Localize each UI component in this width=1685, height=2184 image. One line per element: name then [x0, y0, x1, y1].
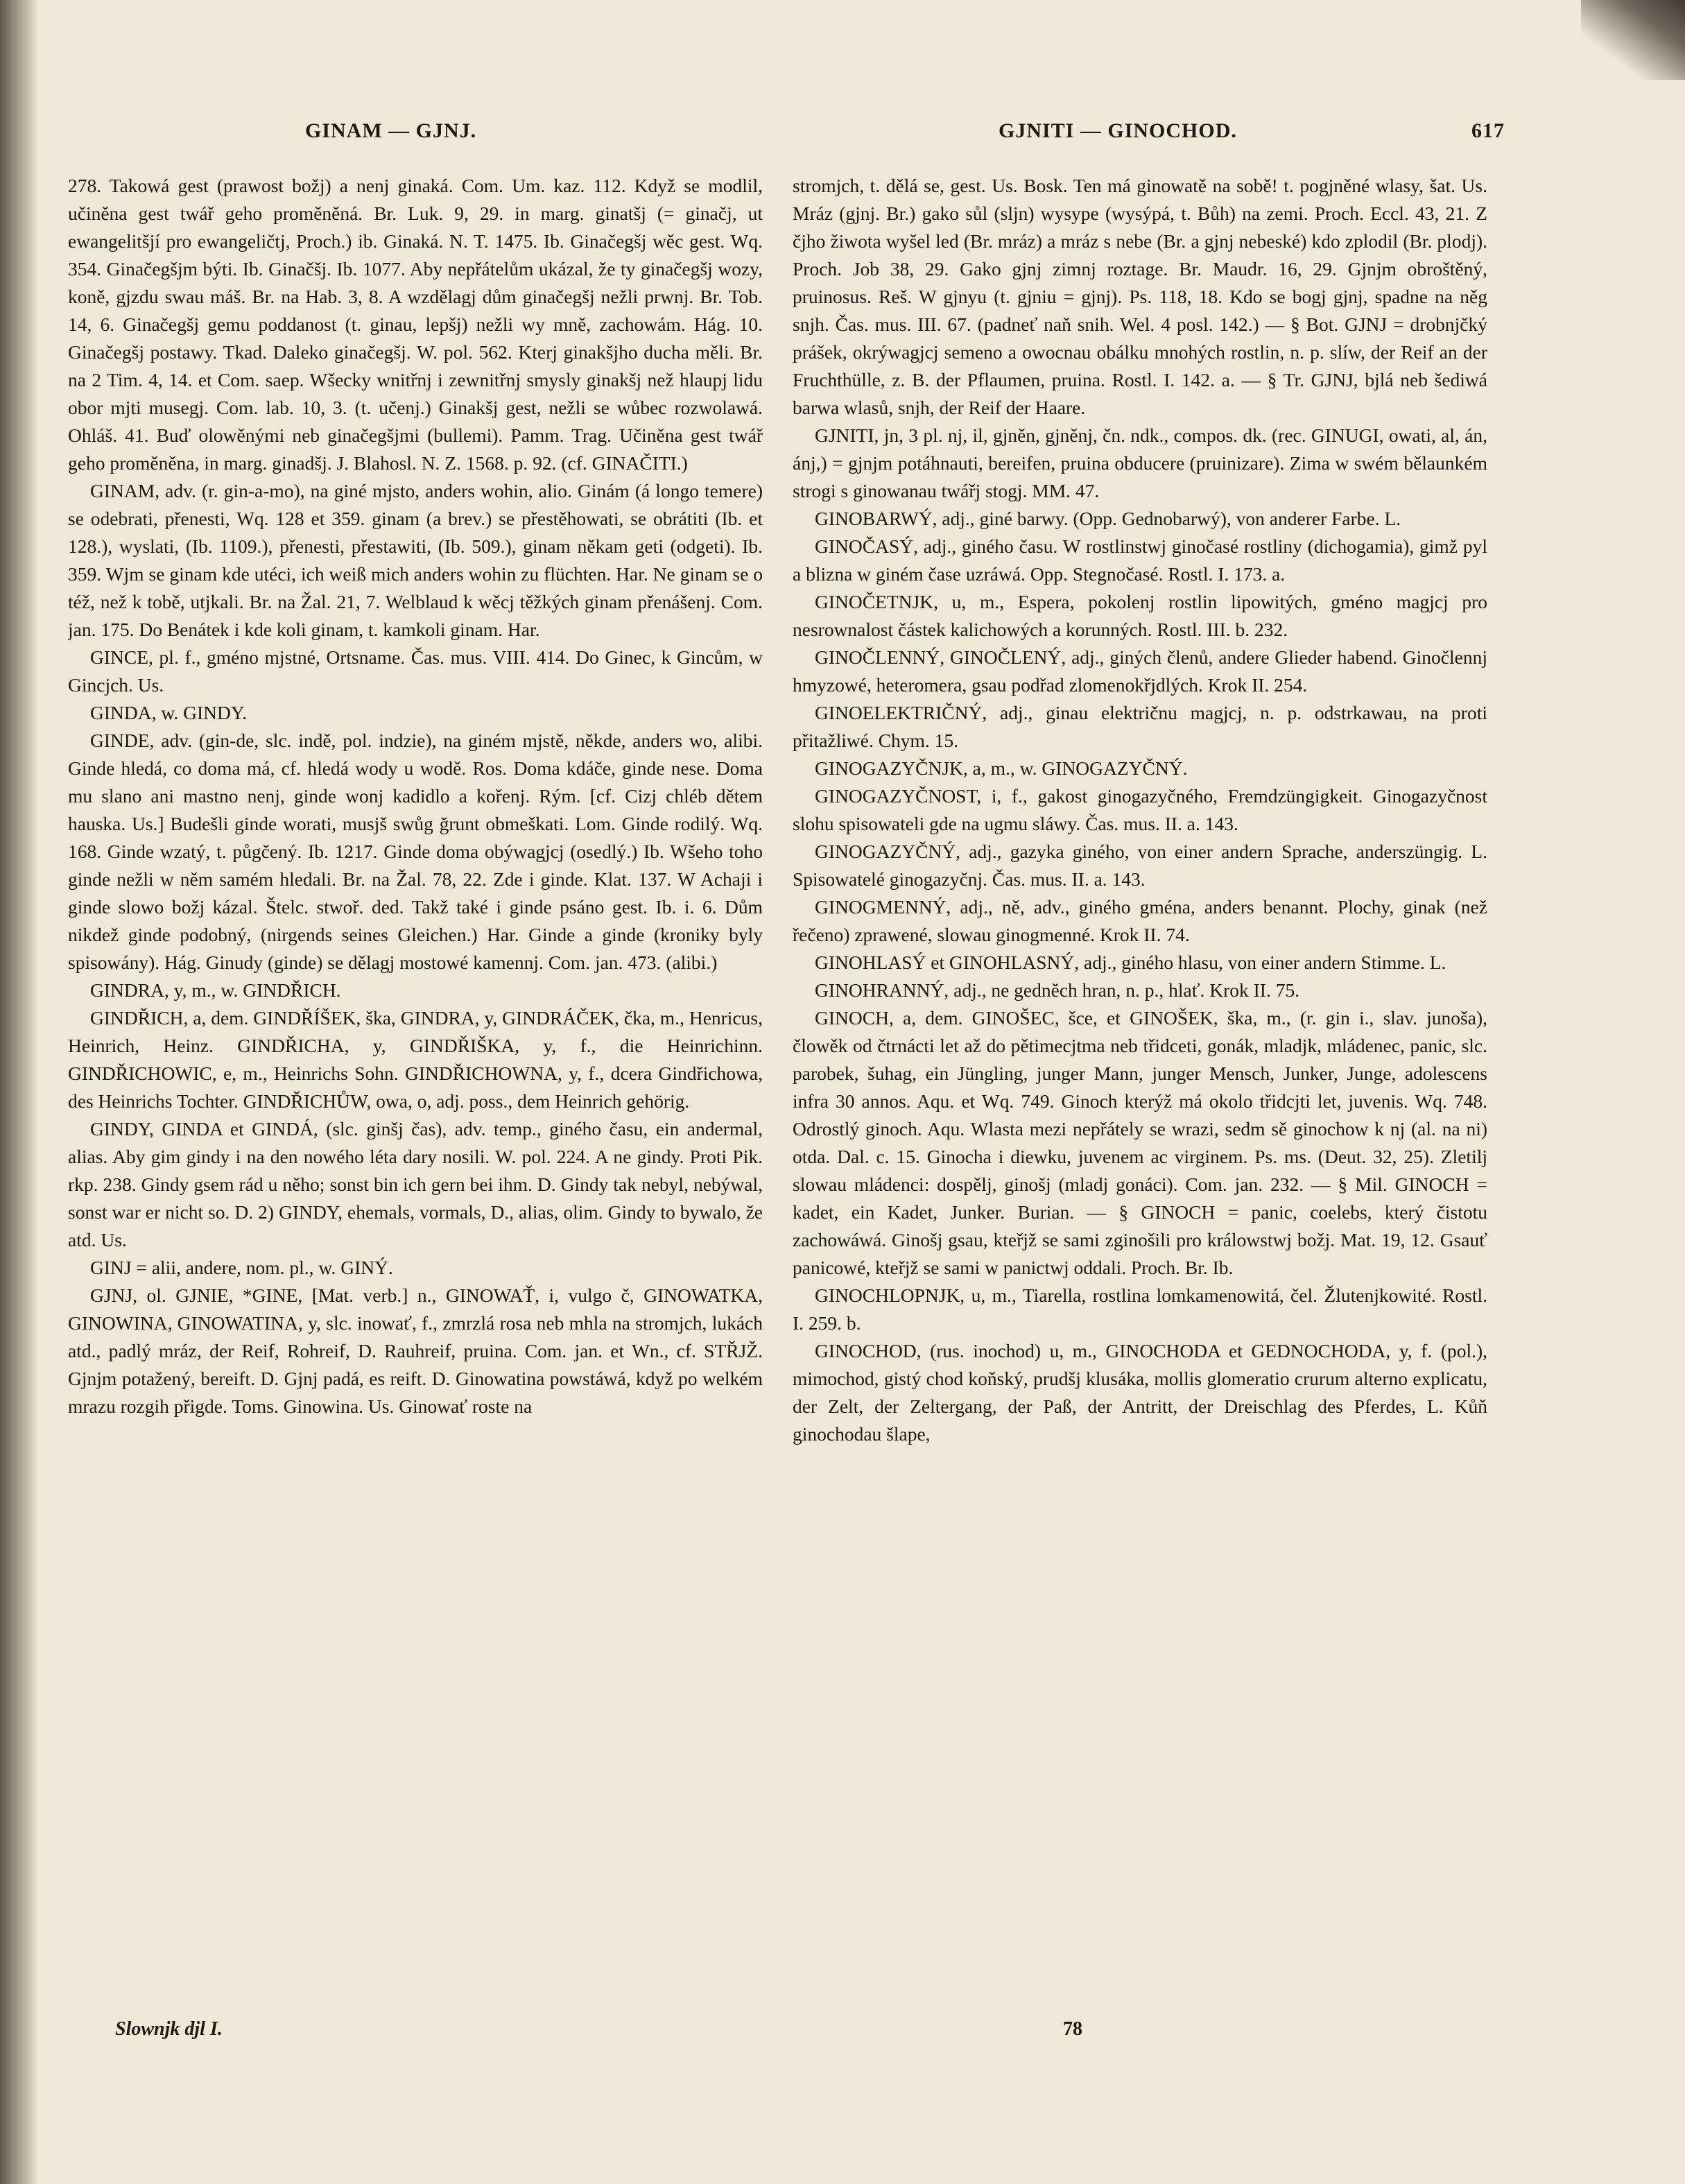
entry-ginde: GINDE, adv. (gin-de, slc. indě, pol. indzie), na giném mjstě, někde, anders wo, alibi. Ginde hledá, co doma má, cf. hledá wody u wodě. Ros. Doma kdáče, ginde nese. Doma mu slano ani mastno nenj, ginde wonj kadidlo a kořenj. Rým. [cf. Cizj chléb dětem hauska. Us.] Budešli ginde worati, musjš swůg ğrunt obmeškati. Lom. Ginde rodilý. Wq. 168. Ginde wzatý, t. půgčený. Ib. 1217. Ginde doma obýwagjcj (osedlý.) Ib. Wšeho toho ginde nežli w něm samém hledali. Br. na Žal. 78, 22. Zde i ginde. Klat. 137. W Achaji i ginde slowo božj kázal. Štelc. stwoř. ded. Takž také i ginde psáno gest. Ib. i. 6. Dům nikdež ginde podobný, (nirgends seines Gleichen.) Har. Ginde a ginde (kroniky byly spisowány). Hág. Ginudy (ginde) se dělagj mostowé kamennj. Com. jan. 473. (alibi.): [68, 730, 763, 973]
entry-ginoclenny: GINOČLENNÝ, GINOČLENÝ, adj., giných členů, andere Glieder habend. Ginočlennj hmyzowé, heteromera, gsau podřad zlomenokřjdlých. Krok II. 254.: [793, 646, 1487, 696]
entry-ginochlopnjk: GINOCHLOPNJK, u, m., Tiarella, rostlina lomkamenowitá, čel. Žlutenjkowité. Rostl. I. 259. b.: [793, 1284, 1487, 1334]
entry-ginochod: GINOCHOD, (rus. inochod) u, m., GINOCHODA et GEDNOCHODA, y, f. (pol.), mimochod, gistý chod koňský, prudšj klusáka, mollis glomeratio crurum alterno explicatu, der Zelt, der Zeltergang, der Paß, der Antritt, der Dreischlag des Pferdes, L. Kůň ginochodau šlape,: [793, 1340, 1487, 1445]
entry-gince: GINCE, pl. f., gméno mjstné, Ortsname. Čas. mus. VIII. 414. Do Ginec, k Gincům, w Gincjch. Us.: [68, 646, 763, 696]
entry-ginoch: GINOCH, a, dem. GINOŠEC, šce, et GINOŠEK, ška, m., (r. gin i., slav. junoša), člowěk od čtrnácti let až do pětimecjtma neb třidceti, gonák, mladjk, mládenec, panic, slc. parobek, šuhag, ein Jüngling, junger Mann, junger Mensch, Junker, Junge, adolescens infra 30 annos. Aqu. et Wq. 749. Ginoch kterýž má okolo třidcjti let, juvenis. Wq. 748. Odrostlý ginoch. Aqu. Wlasta mezi nepřátely se wrazi, sedm sě ginochow k nj (al. na ni) otda. Dal. c. 15. Ginocha i diewku, juvenem ac virginem. Ps. ms. (Deut. 32, 25). Zletilj slowau mládenci: dospělj, ginošj (mladj gonáci). Com. jan. 232. — § Mil. GINOCH = kadet, ein Kadet, Junker. Burian. — § GINOCH = panic, coelebs, který čistotu zachowáwá. Ginošj gsau, kteřjž se sami zginošili pro králowstwj božj. Mat. 19, 12. Gsauť panicowé, kteřjž se sami w panictwj oddali. Proch. Br. Ib.: [793, 1007, 1487, 1278]
entry-gjnj: GJNJ, ol. GJNIE, *GINE, [Mat. verb.] n., GINOWAŤ, i, vulgo č, GINOWATKA, GINOWINA, GINOWATINA, y, slc. inowať, f., zmrzlá rosa neb mhla na stromjch, lukách atd., padlý mráz, der Reif, Rohreif, D. Rauhreif, pruina. Com. jan. et Wn., cf. STŘJŽ. Gjnjm potažený, bereift. D. Gjnj padá, es reift. D. Ginowatina powstáwá, když po welkém mrazu rozgih přigde. Toms. Ginowina. Us. Ginowať roste na: [68, 1284, 763, 1417]
running-header-left: GINAM — GJNJ.: [305, 119, 477, 142]
entry-ginocetnjk: GINOČETNJK, u, m., Espera, pokolenj rostlin lipowitých, gméno magjcj pro nesrownalost částek kalichowých a korunných. Rostl. III. b. 232.: [793, 591, 1487, 640]
entry-ginohranny: GINOHRANNÝ, adj., ne gedněch hran, n. p., hlať. Krok II. 75.: [815, 979, 1300, 1001]
entry-ginda: GINDA, w. GINDY.: [90, 702, 248, 723]
page-corner-shadow: [1581, 0, 1685, 80]
entry-ginogazycnjk: GINOGAZYČNJK, a, m., w. GINOGAZYČNÝ.: [815, 757, 1188, 779]
entry-ginogazycnost: GINOGAZYČNOST, i, f., gakost ginogazyčného, Fremdzüngigkeit. Ginogazyčnost slohu spisowateli gde na ugmu sláwy. Čas. mus. II. a. 143.: [793, 785, 1487, 834]
entry-ginogazycny: GINOGAZYČNÝ, adj., gazyka giného, von einer andern Sprache, anderszüngig. L. Spisowatelé ginogazyčnj. Čas. mus. II. a. 143.: [793, 841, 1487, 890]
entry-continuation: 278. Takowá gest (prawost božj) a nenj ginaká. Com. Um. kaz. 112. Když se modlil, učiněna gest twář geho proměněná. Br. Luk. 9, 29. in marg. ginatšj (= ginačj, ut ewangelitšjí pro ewangeličtj, Proch.) ib. Ginaká. N. T. 1475. Ib. Ginačegšj wěc gest. Wq. 354. Ginačegšjm býti. Ib. Ginačšj. Ib. 1077. Aby nepřátelům ukázal, že ty ginačegšj wozy, koně, gjzdu swau máš. Br. na Hab. 3, 8. A wzdělagj dům ginačegšj nežli prwnj. Br. Tob. 14, 6. Ginačegšj gemu poddanost (t. ginau, lepšj) nežli wy mně, zachowám. Hág. 10. Ginačegšj postawy. Tkad. Daleko ginačegšj. W. pol. 562. Kterj ginakšjho ducha měli. Br. na 2 Tim. 4, 14. et Com. saep. Wšecky wnitřnj i zewnitřnj smysly ginakšj než hlaupj lidu obor mjti musegj. Com. lab. 10, 3. (t. učenj.) Ginakšj gest, nežli se wůbec rozwolawá. Ohláš. 41. Buď olowěnými neb ginačegšjmi (bullemi). Pamm. Trag. Učiněna gest twář geho proměněna, in marg. ginadšj. J. Blahosl. N. Z. 1568. p. 92. (cf. GINAČITI.): [68, 175, 763, 474]
entry-ginoelektricny: GINOELEKTRIČNÝ, adj., ginau električnu magjcj, n. p. odstrkawau, na proti přitažliwé. Chym. 15.: [793, 702, 1487, 751]
entry-gindy: GINDY, GINDA et GINDÁ, (slc. ginšj čas), adv. temp., giného času, ein andermal, alias. Aby gim gindy i na den nowého léta dary nosili. W. pol. 224. A ne gindy. Proti Pik. rkp. 238. Gindy gsem rád u něho; sonst bin ich gern bei ihm. D. Gindy tak nebyl, nebýwal, sonst war er nicht so. D. 2) GINDY, ehemals, vormals, D., alias, olim. Gindy to bywalo, že atd. Us.: [68, 1118, 763, 1250]
entry-gjnj-continuation: stromjch, t. dělá se, gest. Us. Bosk. Ten má ginowatě na sobě! t. pogjněné wlasy, šat. Us. Mráz (gjnj. Br.) gako sůl (sljn) wysype (wysýpá, t. Bůh) na zemi. Proch. Eccl. 43, 21. Z čjho žiwota wyšel led (Br. mráz) a mráz s nebe (Br. a gjnj nebeské) kdo zplodil (Br. plodj). Proch. Job 38, 29. Gako gjnj zimnj roztage. Br. Maudr. 16, 29. Gjnjm obroštěný, pruinosus. Reš. W gjnyu (t. gjniu = gjnj). Ps. 118, 18. Kdo se bogj gjnj, spadne na něg snjh. Čas. mus. III. 67. (padneť naň snih. Wel. 4 posl. 142.) — § Bot. GJNJ = drobnjčký prášek, okrýwagjcj semeno a owocnau obálku mnohých rostlin, n. p. slíw, der Reif an der Fruchthülle, z. B. der Pflaumen, pruina. Rostl. I. 142. a. — § Tr. GJNJ, bjlá neb šediwá barwa wlasů, snjh, der Reif der Haare.: [793, 175, 1487, 418]
running-header-right: GJNITI — GINOCHOD.: [999, 119, 1237, 142]
book-binding-shadow: [0, 0, 38, 2184]
entry-gindrich: GINDŘICH, a, dem. GINDŘÍŠEK, ška, GINDRA, y, GINDRÁČEK, čka, m., Henricus, Heinrich, Heinz. GINDŘICHA, y, GINDŘIŠKA, y, f., die Heinrichinn. GINDŘICHOWIC, e, m., Heinrichs Sohn. GINDŘICHOWNA, y, f., dcera Gindřichowa, des Heinrichs Tochter. GINDŘICHŮW, owa, o, adj. poss., dem Heinrich gehörig.: [68, 1007, 763, 1112]
entry-gindra: GINDRA, y, m., w. GINDŘICH.: [90, 979, 341, 1001]
page-number: 617: [1471, 119, 1505, 142]
entry-ginam: GINAM, adv. (r. gin-a-mo), na giné mjsto, anders wohin, alio. Ginám (á longo temere) se odebrati, přenesti, Wq. 128 et 359. ginam (a brev.) se přestěhowati, se obrátiti (Ib. et 128.), wyslati, (Ib. 1109.), přenesti, přestawiti, (Ib. 509.), ginam někam geti (odgeti). Ib. 359. Wjm se ginam kde utéci, ich weiß mich anders wohin zu flüchten. Har. Ne ginam se o též, než k tobě, utjkali. Br. na Žal. 21, 7. Welblaud k wěcj těžkých ginam přenášenj. Com. jan. 175. Do Benátek i kde koli ginam, t. kamkoli ginam. Har.: [68, 480, 763, 640]
entry-ginj: GINJ = alii, andere, nom. pl., w. GINÝ.: [90, 1257, 393, 1278]
signature-number: 78: [1063, 2018, 1082, 2040]
entry-ginocasy: GINOČASÝ, adj., giného času. W rostlinstwj ginočasé rostliny (dichogamia), gimž pyl a blizna w giném čase uzráwá. Opp. Stegnočasé. Rostl. I. 173. a.: [793, 535, 1487, 585]
entry-gjniti: GJNITI, jn, 3 pl. nj, il, gjněn, gjněnj, čn. ndk., compos. dk. (rec. GINUGI, owati, al, án, ánj,) = gjnjm potáhnauti, bereifen, pruina obducere (pruinizare). Zima w swém bělaunkém strogi s ginowanau twářj stogj. MM. 47.: [793, 424, 1487, 501]
left-column: [68, 172, 763, 2038]
signature-mark: Slownjk djl I.: [115, 2018, 223, 2040]
entry-ginohlasy: GINOHLASÝ et GINOHLASNÝ, adj., giného hlasu, von einer andern Stimme. L.: [815, 952, 1446, 973]
right-column: [793, 172, 1487, 2038]
entry-ginobarwy: GINOBARWÝ, adj., giné barwy. (Opp. Gednobarwý), von anderer Farbe. L.: [815, 508, 1401, 529]
entry-ginogmenny: GINOGMENNÝ, adj., ně, adv., giného gména, anders benannt. Plochy, ginak (než řečeno) zprawené, slowau ginogmenné. Krok II. 74.: [793, 896, 1487, 945]
